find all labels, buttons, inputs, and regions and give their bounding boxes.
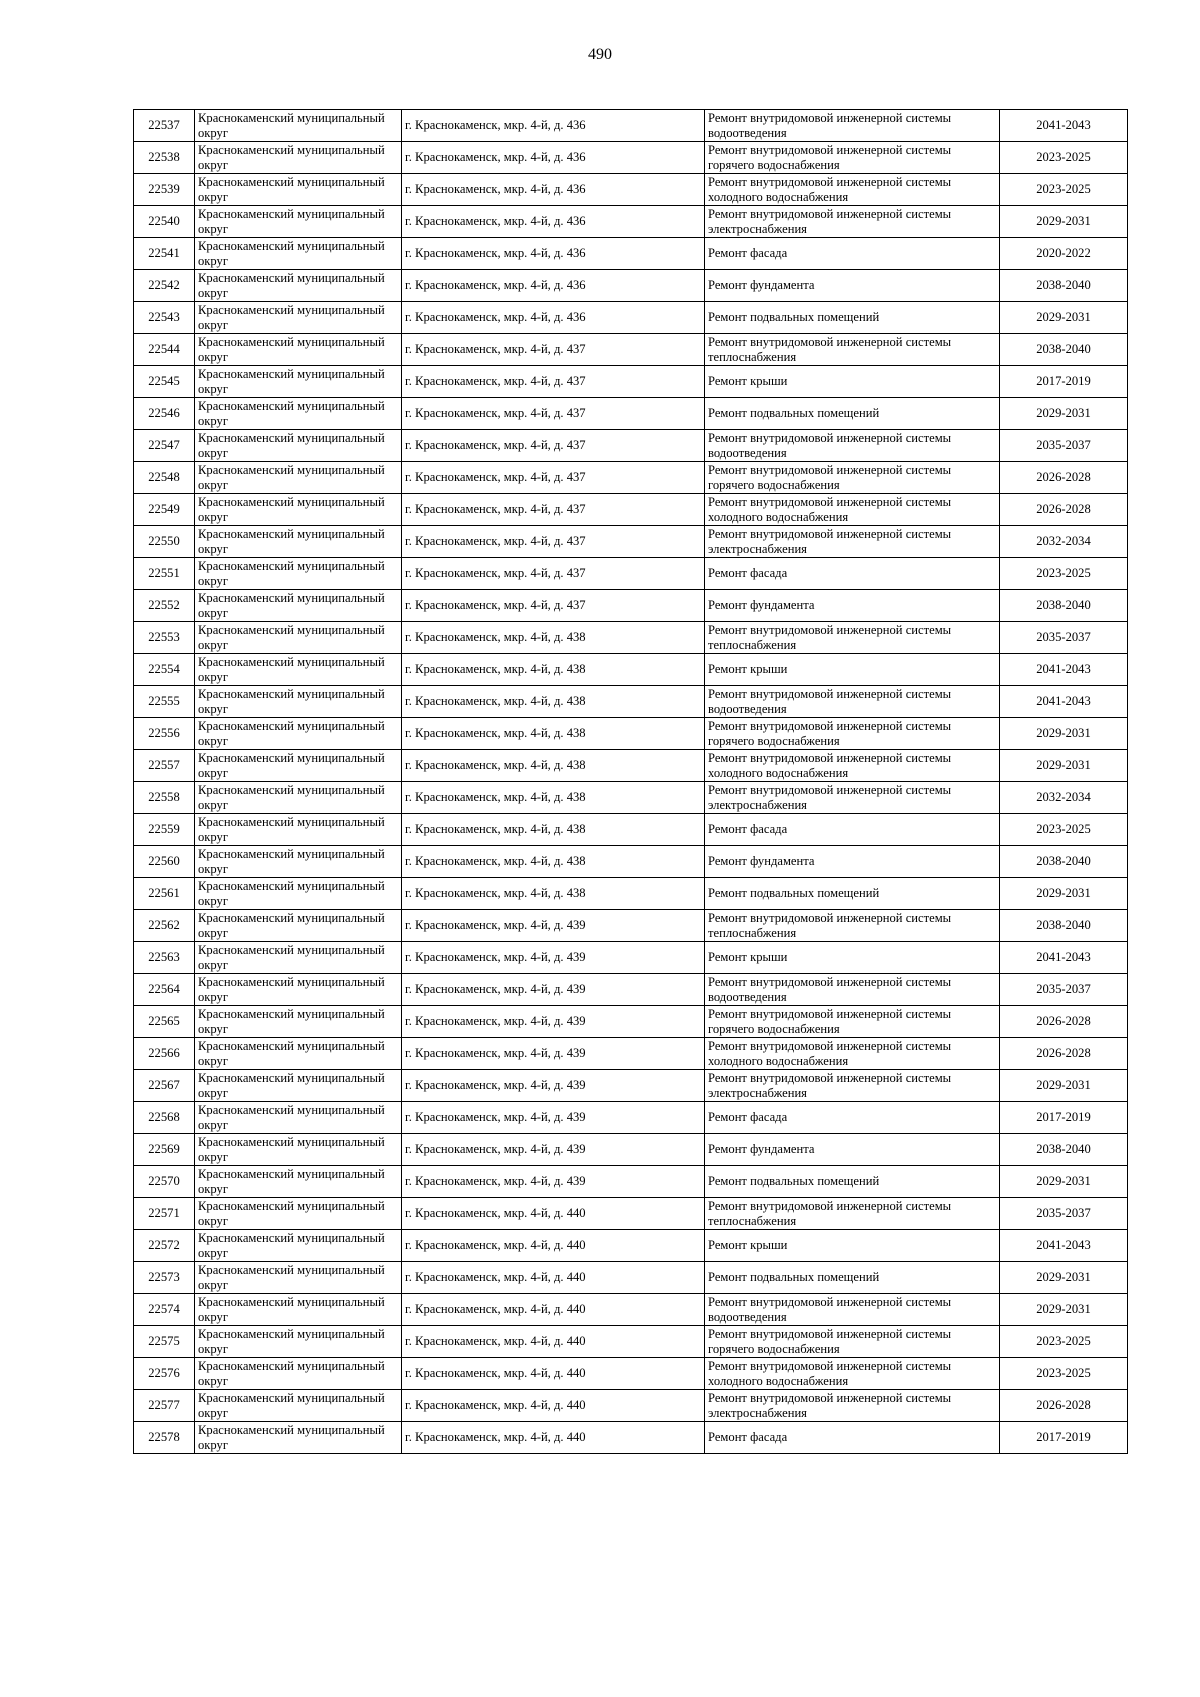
period-cell: 2017-2019	[1000, 1102, 1128, 1134]
work-type-cell: Ремонт внутридомовой инженерной системы водоотведения	[705, 686, 1000, 718]
work-type-cell: Ремонт внутридомовой инженерной системы электроснабжения	[705, 1070, 1000, 1102]
row-number-cell: 22542	[134, 270, 195, 302]
municipality-cell: Краснокаменский муниципальный округ	[195, 622, 402, 654]
address-cell: г. Краснокаменск, мкр. 4-й, д. 440	[402, 1390, 705, 1422]
work-type-cell: Ремонт внутридомовой инженерной системы электроснабжения	[705, 206, 1000, 238]
row-number-cell: 22559	[134, 814, 195, 846]
work-type-cell: Ремонт внутридомовой инженерной системы холодного водоснабжения	[705, 174, 1000, 206]
row-number-cell: 22564	[134, 974, 195, 1006]
table-row	[134, 110, 1128, 142]
row-number-cell: 22543	[134, 302, 195, 334]
table-row	[134, 494, 1128, 526]
address-cell: г. Краснокаменск, мкр. 4-й, д. 437	[402, 430, 705, 462]
row-number-cell: 22562	[134, 910, 195, 942]
municipality-cell: Краснокаменский муниципальный округ	[195, 494, 402, 526]
row-number-cell: 22575	[134, 1326, 195, 1358]
address-cell: г. Краснокаменск, мкр. 4-й, д. 440	[402, 1294, 705, 1326]
address-cell: г. Краснокаменск, мкр. 4-й, д. 437	[402, 494, 705, 526]
work-type-cell: Ремонт фасада	[705, 558, 1000, 590]
table-row	[134, 942, 1128, 974]
address-cell: г. Краснокаменск, мкр. 4-й, д. 436	[402, 142, 705, 174]
table-row	[134, 782, 1128, 814]
address-cell: г. Краснокаменск, мкр. 4-й, д. 437	[402, 366, 705, 398]
row-number-cell: 22576	[134, 1358, 195, 1390]
municipality-cell: Краснокаменский муниципальный округ	[195, 1102, 402, 1134]
address-cell: г. Краснокаменск, мкр. 4-й, д. 436	[402, 302, 705, 334]
address-cell: г. Краснокаменск, мкр. 4-й, д. 438	[402, 686, 705, 718]
period-cell: 2029-2031	[1000, 750, 1128, 782]
table-row	[134, 1070, 1128, 1102]
municipality-cell: Краснокаменский муниципальный округ	[195, 1326, 402, 1358]
address-cell: г. Краснокаменск, мкр. 4-й, д. 439	[402, 942, 705, 974]
table-row	[134, 238, 1128, 270]
address-cell: г. Краснокаменск, мкр. 4-й, д. 438	[402, 718, 705, 750]
table-row	[134, 1326, 1128, 1358]
row-number-cell: 22567	[134, 1070, 195, 1102]
municipality-cell: Краснокаменский муниципальный округ	[195, 270, 402, 302]
work-type-cell: Ремонт крыши	[705, 942, 1000, 974]
work-type-cell: Ремонт подвальных помещений	[705, 878, 1000, 910]
row-number-cell: 22573	[134, 1262, 195, 1294]
table-row	[134, 1102, 1128, 1134]
period-cell: 2029-2031	[1000, 1166, 1128, 1198]
work-type-cell: Ремонт фундамента	[705, 590, 1000, 622]
municipality-cell: Краснокаменский муниципальный округ	[195, 590, 402, 622]
period-cell: 2038-2040	[1000, 910, 1128, 942]
row-number-cell: 22544	[134, 334, 195, 366]
municipality-cell: Краснокаменский муниципальный округ	[195, 526, 402, 558]
row-number-cell: 22558	[134, 782, 195, 814]
municipality-cell: Краснокаменский муниципальный округ	[195, 686, 402, 718]
municipality-cell: Краснокаменский муниципальный округ	[195, 1390, 402, 1422]
row-number-cell: 22563	[134, 942, 195, 974]
work-type-cell: Ремонт подвальных помещений	[705, 1262, 1000, 1294]
row-number-cell: 22568	[134, 1102, 195, 1134]
period-cell: 2029-2031	[1000, 1262, 1128, 1294]
municipality-cell: Краснокаменский муниципальный округ	[195, 302, 402, 334]
table-row	[134, 590, 1128, 622]
municipality-cell: Краснокаменский муниципальный округ	[195, 430, 402, 462]
table-row	[134, 814, 1128, 846]
municipality-cell: Краснокаменский муниципальный округ	[195, 1166, 402, 1198]
row-number-cell: 22574	[134, 1294, 195, 1326]
municipality-cell: Краснокаменский муниципальный округ	[195, 238, 402, 270]
row-number-cell: 22556	[134, 718, 195, 750]
work-type-cell: Ремонт внутридомовой инженерной системы электроснабжения	[705, 1390, 1000, 1422]
address-cell: г. Краснокаменск, мкр. 4-й, д. 439	[402, 1134, 705, 1166]
work-type-cell: Ремонт внутридомовой инженерной системы холодного водоснабжения	[705, 750, 1000, 782]
row-number-cell: 22565	[134, 1006, 195, 1038]
period-cell: 2035-2037	[1000, 1198, 1128, 1230]
work-type-cell: Ремонт внутридомовой инженерной системы холодного водоснабжения	[705, 1358, 1000, 1390]
period-cell: 2023-2025	[1000, 142, 1128, 174]
address-cell: г. Краснокаменск, мкр. 4-й, д. 436	[402, 238, 705, 270]
table-row	[134, 430, 1128, 462]
period-cell: 2038-2040	[1000, 590, 1128, 622]
municipality-cell: Краснокаменский муниципальный округ	[195, 206, 402, 238]
table-row	[134, 1262, 1128, 1294]
address-cell: г. Краснокаменск, мкр. 4-й, д. 440	[402, 1358, 705, 1390]
address-cell: г. Краснокаменск, мкр. 4-й, д. 438	[402, 750, 705, 782]
work-type-cell: Ремонт фасада	[705, 1422, 1000, 1454]
municipality-cell: Краснокаменский муниципальный округ	[195, 750, 402, 782]
table-row	[134, 1230, 1128, 1262]
work-type-cell: Ремонт крыши	[705, 1230, 1000, 1262]
municipality-cell: Краснокаменский муниципальный округ	[195, 942, 402, 974]
period-cell: 2023-2025	[1000, 814, 1128, 846]
table-row	[134, 1390, 1128, 1422]
municipality-cell: Краснокаменский муниципальный округ	[195, 846, 402, 878]
period-cell: 2029-2031	[1000, 878, 1128, 910]
municipality-cell: Краснокаменский муниципальный округ	[195, 366, 402, 398]
work-type-cell: Ремонт крыши	[705, 366, 1000, 398]
row-number-cell: 22578	[134, 1422, 195, 1454]
row-number-cell: 22555	[134, 686, 195, 718]
table-row	[134, 654, 1128, 686]
table-row	[134, 1358, 1128, 1390]
table-row	[134, 718, 1128, 750]
period-cell: 2023-2025	[1000, 174, 1128, 206]
period-cell: 2017-2019	[1000, 1422, 1128, 1454]
row-number-cell: 22537	[134, 110, 195, 142]
period-cell: 2023-2025	[1000, 558, 1128, 590]
municipality-cell: Краснокаменский муниципальный округ	[195, 1198, 402, 1230]
registry-table-body	[134, 110, 1128, 1454]
work-type-cell: Ремонт внутридомовой инженерной системы теплоснабжения	[705, 622, 1000, 654]
address-cell: г. Краснокаменск, мкр. 4-й, д. 437	[402, 398, 705, 430]
address-cell: г. Краснокаменск, мкр. 4-й, д. 437	[402, 590, 705, 622]
row-number-cell: 22554	[134, 654, 195, 686]
row-number-cell: 22553	[134, 622, 195, 654]
period-cell: 2029-2031	[1000, 302, 1128, 334]
address-cell: г. Краснокаменск, мкр. 4-й, д. 438	[402, 846, 705, 878]
table-row	[134, 1294, 1128, 1326]
table-row	[134, 750, 1128, 782]
municipality-cell: Краснокаменский муниципальный округ	[195, 398, 402, 430]
period-cell: 2029-2031	[1000, 206, 1128, 238]
row-number-cell: 22577	[134, 1390, 195, 1422]
municipality-cell: Краснокаменский муниципальный округ	[195, 974, 402, 1006]
table-row	[134, 142, 1128, 174]
period-cell: 2017-2019	[1000, 366, 1128, 398]
period-cell: 2023-2025	[1000, 1326, 1128, 1358]
row-number-cell: 22550	[134, 526, 195, 558]
work-type-cell: Ремонт внутридомовой инженерной системы горячего водоснабжения	[705, 1326, 1000, 1358]
municipality-cell: Краснокаменский муниципальный округ	[195, 110, 402, 142]
municipality-cell: Краснокаменский муниципальный округ	[195, 462, 402, 494]
address-cell: г. Краснокаменск, мкр. 4-й, д. 440	[402, 1422, 705, 1454]
address-cell: г. Краснокаменск, мкр. 4-й, д. 439	[402, 1070, 705, 1102]
table-row	[134, 1422, 1128, 1454]
period-cell: 2026-2028	[1000, 494, 1128, 526]
address-cell: г. Краснокаменск, мкр. 4-й, д. 439	[402, 1006, 705, 1038]
municipality-cell: Краснокаменский муниципальный округ	[195, 1422, 402, 1454]
address-cell: г. Краснокаменск, мкр. 4-й, д. 438	[402, 878, 705, 910]
work-type-cell: Ремонт фасада	[705, 238, 1000, 270]
work-type-cell: Ремонт внутридомовой инженерной системы холодного водоснабжения	[705, 1038, 1000, 1070]
address-cell: г. Краснокаменск, мкр. 4-й, д. 436	[402, 174, 705, 206]
period-cell: 2041-2043	[1000, 1230, 1128, 1262]
row-number-cell: 22548	[134, 462, 195, 494]
table-row	[134, 302, 1128, 334]
municipality-cell: Краснокаменский муниципальный округ	[195, 1294, 402, 1326]
municipality-cell: Краснокаменский муниципальный округ	[195, 1070, 402, 1102]
address-cell: г. Краснокаменск, мкр. 4-й, д. 436	[402, 206, 705, 238]
row-number-cell: 22538	[134, 142, 195, 174]
address-cell: г. Краснокаменск, мкр. 4-й, д. 439	[402, 1102, 705, 1134]
work-type-cell: Ремонт фасада	[705, 814, 1000, 846]
work-type-cell: Ремонт фасада	[705, 1102, 1000, 1134]
row-number-cell: 22571	[134, 1198, 195, 1230]
period-cell: 2035-2037	[1000, 622, 1128, 654]
work-type-cell: Ремонт фундамента	[705, 270, 1000, 302]
period-cell: 2041-2043	[1000, 110, 1128, 142]
municipality-cell: Краснокаменский муниципальный округ	[195, 782, 402, 814]
municipality-cell: Краснокаменский муниципальный округ	[195, 910, 402, 942]
address-cell: г. Краснокаменск, мкр. 4-й, д. 436	[402, 110, 705, 142]
work-type-cell: Ремонт внутридомовой инженерной системы теплоснабжения	[705, 334, 1000, 366]
period-cell: 2026-2028	[1000, 1038, 1128, 1070]
row-number-cell: 22557	[134, 750, 195, 782]
row-number-cell: 22545	[134, 366, 195, 398]
work-type-cell: Ремонт внутридомовой инженерной системы горячего водоснабжения	[705, 462, 1000, 494]
period-cell: 2038-2040	[1000, 334, 1128, 366]
table-row	[134, 558, 1128, 590]
table-row	[134, 878, 1128, 910]
period-cell: 2038-2040	[1000, 270, 1128, 302]
municipality-cell: Краснокаменский муниципальный округ	[195, 1134, 402, 1166]
row-number-cell: 22570	[134, 1166, 195, 1198]
period-cell: 2029-2031	[1000, 1294, 1128, 1326]
row-number-cell: 22572	[134, 1230, 195, 1262]
row-number-cell: 22566	[134, 1038, 195, 1070]
period-cell: 2041-2043	[1000, 654, 1128, 686]
address-cell: г. Краснокаменск, мкр. 4-й, д. 437	[402, 526, 705, 558]
row-number-cell: 22551	[134, 558, 195, 590]
period-cell: 2035-2037	[1000, 430, 1128, 462]
municipality-cell: Краснокаменский муниципальный округ	[195, 334, 402, 366]
work-type-cell: Ремонт подвальных помещений	[705, 398, 1000, 430]
address-cell: г. Краснокаменск, мкр. 4-й, д. 440	[402, 1230, 705, 1262]
municipality-cell: Краснокаменский муниципальный округ	[195, 1038, 402, 1070]
row-number-cell: 22549	[134, 494, 195, 526]
period-cell: 2035-2037	[1000, 974, 1128, 1006]
period-cell: 2038-2040	[1000, 1134, 1128, 1166]
address-cell: г. Краснокаменск, мкр. 4-й, д. 440	[402, 1198, 705, 1230]
period-cell: 2029-2031	[1000, 398, 1128, 430]
period-cell: 2026-2028	[1000, 1390, 1128, 1422]
row-number-cell: 22539	[134, 174, 195, 206]
table-row	[134, 1198, 1128, 1230]
work-type-cell: Ремонт фундамента	[705, 846, 1000, 878]
work-type-cell: Ремонт внутридомовой инженерной системы электроснабжения	[705, 526, 1000, 558]
period-cell: 2020-2022	[1000, 238, 1128, 270]
address-cell: г. Краснокаменск, мкр. 4-й, д. 438	[402, 622, 705, 654]
table-row	[134, 1038, 1128, 1070]
municipality-cell: Краснокаменский муниципальный округ	[195, 1358, 402, 1390]
row-number-cell: 22569	[134, 1134, 195, 1166]
page-number: 490	[588, 46, 612, 63]
work-type-cell: Ремонт внутридомовой инженерной системы водоотведения	[705, 110, 1000, 142]
address-cell: г. Краснокаменск, мкр. 4-й, д. 439	[402, 910, 705, 942]
address-cell: г. Краснокаменск, мкр. 4-й, д. 436	[402, 270, 705, 302]
work-type-cell: Ремонт внутридомовой инженерной системы горячего водоснабжения	[705, 142, 1000, 174]
municipality-cell: Краснокаменский муниципальный округ	[195, 174, 402, 206]
work-type-cell: Ремонт фундамента	[705, 1134, 1000, 1166]
table-row	[134, 686, 1128, 718]
table-row	[134, 622, 1128, 654]
row-number-cell: 22561	[134, 878, 195, 910]
period-cell: 2023-2025	[1000, 1358, 1128, 1390]
municipality-cell: Краснокаменский муниципальный округ	[195, 1230, 402, 1262]
work-type-cell: Ремонт подвальных помещений	[705, 302, 1000, 334]
municipality-cell: Краснокаменский муниципальный округ	[195, 558, 402, 590]
work-type-cell: Ремонт внутридомовой инженерной системы водоотведения	[705, 430, 1000, 462]
address-cell: г. Краснокаменск, мкр. 4-й, д. 437	[402, 558, 705, 590]
row-number-cell: 22546	[134, 398, 195, 430]
period-cell: 2026-2028	[1000, 1006, 1128, 1038]
table-row	[134, 270, 1128, 302]
address-cell: г. Краснокаменск, мкр. 4-й, д. 438	[402, 654, 705, 686]
period-cell: 2041-2043	[1000, 942, 1128, 974]
address-cell: г. Краснокаменск, мкр. 4-й, д. 439	[402, 1166, 705, 1198]
address-cell: г. Краснокаменск, мкр. 4-й, д. 439	[402, 1038, 705, 1070]
work-type-cell: Ремонт крыши	[705, 654, 1000, 686]
period-cell: 2029-2031	[1000, 718, 1128, 750]
row-number-cell: 22560	[134, 846, 195, 878]
work-type-cell: Ремонт внутридомовой инженерной системы водоотведения	[705, 974, 1000, 1006]
address-cell: г. Краснокаменск, мкр. 4-й, д. 440	[402, 1326, 705, 1358]
municipality-cell: Краснокаменский муниципальный округ	[195, 878, 402, 910]
work-type-cell: Ремонт внутридомовой инженерной системы водоотведения	[705, 1294, 1000, 1326]
period-cell: 2026-2028	[1000, 462, 1128, 494]
table-row	[134, 1134, 1128, 1166]
table-row	[134, 526, 1128, 558]
table-row	[134, 910, 1128, 942]
period-cell: 2029-2031	[1000, 1070, 1128, 1102]
period-cell: 2032-2034	[1000, 526, 1128, 558]
work-type-cell: Ремонт внутридомовой инженерной системы горячего водоснабжения	[705, 718, 1000, 750]
period-cell: 2032-2034	[1000, 782, 1128, 814]
row-number-cell: 22552	[134, 590, 195, 622]
period-cell: 2041-2043	[1000, 686, 1128, 718]
municipality-cell: Краснокаменский муниципальный округ	[195, 1262, 402, 1294]
table-row	[134, 174, 1128, 206]
row-number-cell: 22541	[134, 238, 195, 270]
municipality-cell: Краснокаменский муниципальный округ	[195, 718, 402, 750]
table-row	[134, 974, 1128, 1006]
table-row	[134, 1006, 1128, 1038]
work-type-cell: Ремонт внутридомовой инженерной системы горячего водоснабжения	[705, 1006, 1000, 1038]
table-row	[134, 334, 1128, 366]
address-cell: г. Краснокаменск, мкр. 4-й, д. 437	[402, 462, 705, 494]
address-cell: г. Краснокаменск, мкр. 4-й, д. 440	[402, 1262, 705, 1294]
period-cell: 2038-2040	[1000, 846, 1128, 878]
table-row	[134, 398, 1128, 430]
work-type-cell: Ремонт внутридомовой инженерной системы теплоснабжения	[705, 1198, 1000, 1230]
address-cell: г. Краснокаменск, мкр. 4-й, д. 438	[402, 814, 705, 846]
municipality-cell: Краснокаменский муниципальный округ	[195, 654, 402, 686]
registry-table	[133, 109, 1128, 1454]
address-cell: г. Краснокаменск, мкр. 4-й, д. 437	[402, 334, 705, 366]
table-row	[134, 366, 1128, 398]
municipality-cell: Краснокаменский муниципальный округ	[195, 814, 402, 846]
municipality-cell: Краснокаменский муниципальный округ	[195, 142, 402, 174]
work-type-cell: Ремонт внутридомовой инженерной системы теплоснабжения	[705, 910, 1000, 942]
municipality-cell: Краснокаменский муниципальный округ	[195, 1006, 402, 1038]
row-number-cell: 22547	[134, 430, 195, 462]
table-row	[134, 846, 1128, 878]
address-cell: г. Краснокаменск, мкр. 4-й, д. 438	[402, 782, 705, 814]
work-type-cell: Ремонт внутридомовой инженерной системы холодного водоснабжения	[705, 494, 1000, 526]
table-row	[134, 1166, 1128, 1198]
table-row	[134, 206, 1128, 238]
address-cell: г. Краснокаменск, мкр. 4-й, д. 439	[402, 974, 705, 1006]
work-type-cell: Ремонт подвальных помещений	[705, 1166, 1000, 1198]
table-row	[134, 462, 1128, 494]
work-type-cell: Ремонт внутридомовой инженерной системы электроснабжения	[705, 782, 1000, 814]
row-number-cell: 22540	[134, 206, 195, 238]
